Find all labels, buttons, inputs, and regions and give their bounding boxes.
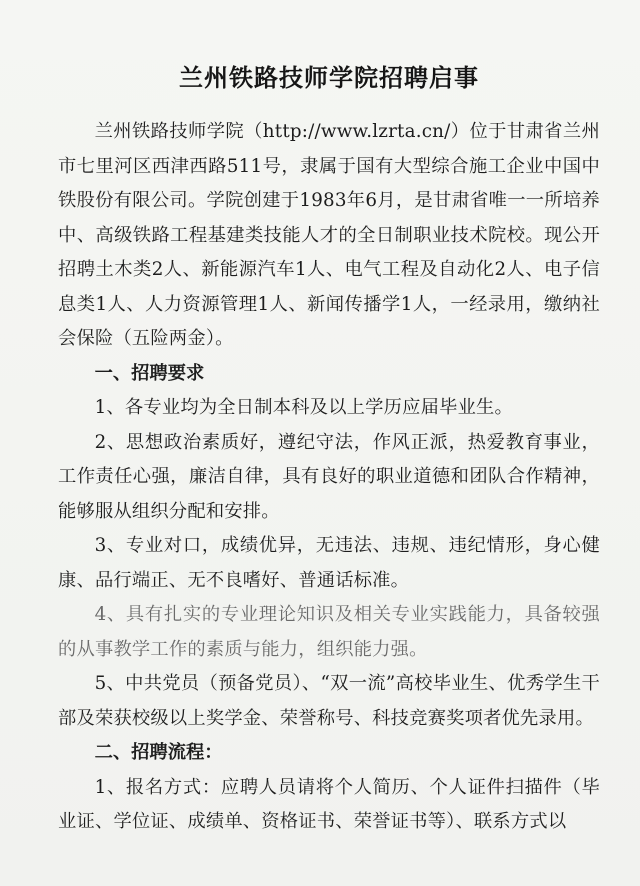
- page-title: 兰州铁路技师学院招聘启事: [179, 64, 479, 92]
- process-step-1: 1、报名方式：应聘人员请将个人简历、个人证件扫描件（毕业证、学位证、成绩单、资格证书、荣誉证书等）、联系方式以: [58, 776, 600, 832]
- requirement-1: 1、各专业均为全日制本科及以上学历应届毕业生。: [94, 397, 514, 418]
- section-heading-process: 二、招聘流程：: [94, 742, 223, 763]
- section-heading-requirements: 一、招聘要求: [94, 362, 205, 384]
- requirement-3: 3、专业对口，成绩优异，无违法、违规、违纪情形，身心健康、品行端正、无不良嗜好、普通话标准。: [58, 535, 600, 591]
- requirement-5: 5、中共党员（预备党员）、“双一流”高校毕业生、优秀学生干部及荣获校级以上奖学金、荣誉称号、科技竞赛奖项者优先录用。: [58, 673, 600, 729]
- intro-paragraph: 兰州铁路技师学院（http://www.lzrta.cn/）位于甘肃省兰州市七里河区西津西路511号，隶属于国有大型综合施工企业中国中铁股份有限公司。学院创建于1983年6月，是甘肃省唯一一所培养中、高级铁路工程基建类技能人才的全日制职业技术院校。现公开招聘土木类2人、新能源汽车1人、电气工程及自动化2人、电子信息类1人、人力资源管理1人、新闻传播学1人，一经录用，缴纳社会保险（五险两金）。: [58, 121, 600, 349]
- requirement-2: 2、思想政治素质好，遵纪守法，作风正派，热爱教育事业，工作责任心强，廉洁自律，具有良好的职业道德和团队合作精神，能够服从组织分配和安排。: [58, 431, 600, 522]
- requirement-4: 4、具有扎实的专业理论知识及相关专业实践能力，具备较强的从事教学工作的素质与能力，组织能力强。: [58, 604, 600, 660]
